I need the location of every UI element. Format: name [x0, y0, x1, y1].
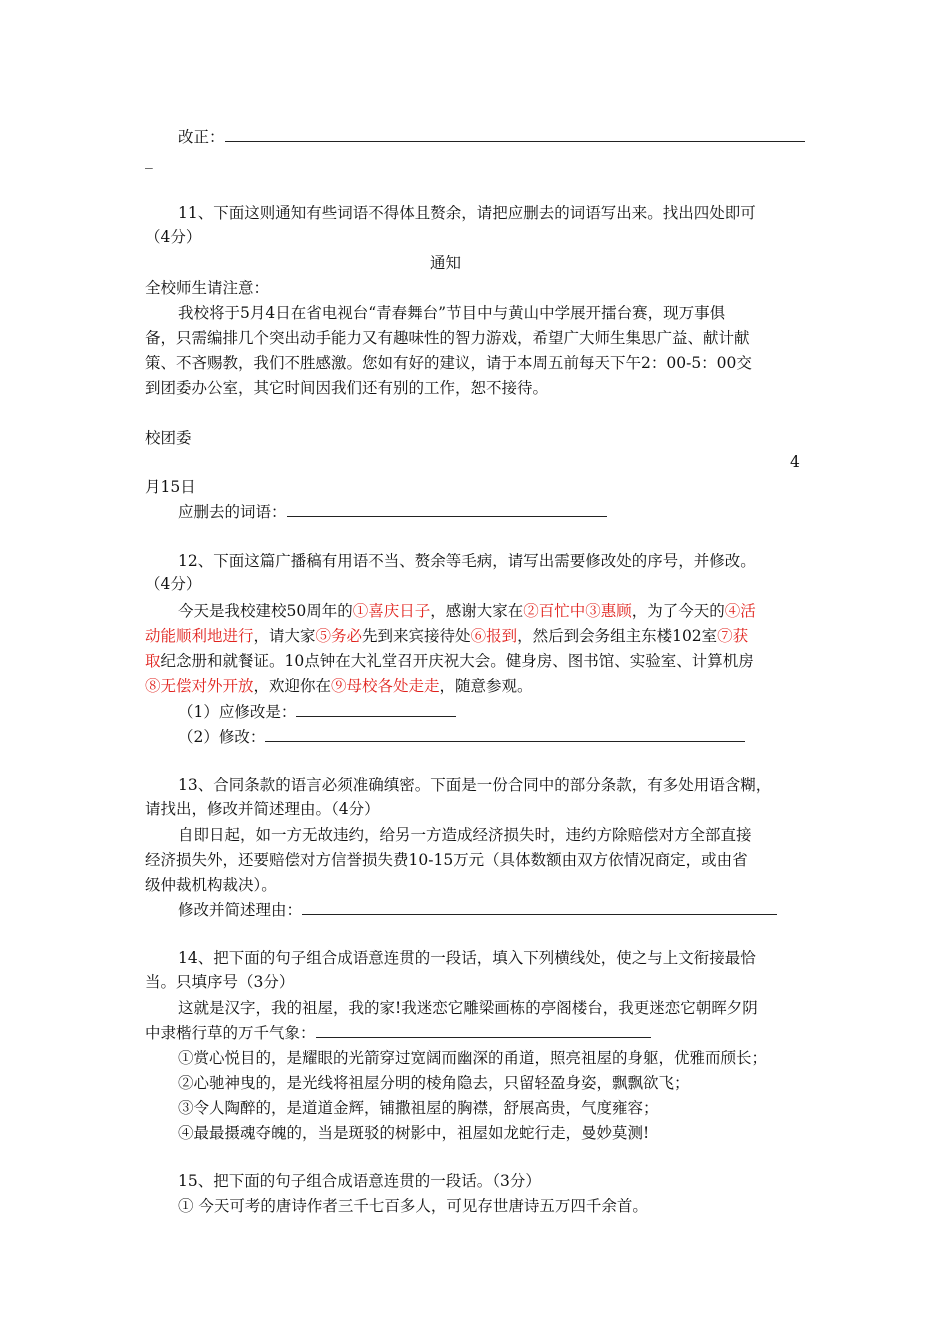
notice-body-line: 我校将于5月4日在省电视台“青春舞台”节目中与黄山中学展开擂台赛，现万事俱 — [178, 304, 726, 322]
q11-prompt-line1: 11、下面这则通知有些词语不得体且赘余，请把应删去的词语写出来。找出四处即可 — [178, 204, 756, 222]
notice-signer: 校团委 — [145, 429, 192, 447]
marked-phrase: ①喜庆日子 — [352, 602, 431, 620]
q14-option: ②心驰神曳的，是光线将祖屋分明的棱角隐去，只留轻盈身姿，飘飘欲飞； — [178, 1074, 690, 1092]
q14-option: ④最最摄魂夺魄的，当是斑驳的树影中，祖屋如龙蛇行走，曼妙莫测! — [178, 1124, 650, 1142]
q11-answer-blank[interactable] — [287, 502, 607, 517]
q12-prompt-line1: 12、下面这篇广播稿有用语不当、赘余等毛病，请写出需要修改处的序号，并修改。 — [178, 552, 756, 570]
marked-phrase: 动能顺利地进行 — [145, 627, 254, 645]
q14-passage-line2 — [145, 1023, 651, 1043]
q12-answer1-line — [178, 702, 456, 722]
q13-answer-label: 修改并简述理由： — [178, 901, 303, 919]
q14-option: ①赏心悦目的，是耀眼的光箭穿过宽阔而幽深的甬道，照亮祖屋的身躯，优雅而颀长； — [178, 1049, 768, 1067]
notice-salutation: 全校师生请注意： — [145, 279, 270, 297]
notice-date-month: 4 — [790, 453, 800, 471]
marked-phrase: ⑤务必 — [315, 627, 363, 645]
broadcast-line1 — [178, 601, 756, 621]
marked-phrase: ②百忙中③惠顾 — [523, 602, 632, 620]
notice-body-line: 备，只需编排几个突出动手能力又有趣味性的智力游戏，希望广大师生集思广益、献计献 — [145, 329, 750, 347]
broadcast-line2 — [145, 626, 748, 646]
correction-line — [178, 127, 805, 147]
q14-passage-line1: 这就是汉字，我的祖屋，我的家!我迷恋它雕梁画栋的亭阁楼台，我更迷恋它朝晖夕阴 — [178, 999, 758, 1017]
correction-blank[interactable] — [225, 127, 805, 142]
marked-phrase: 取 — [145, 652, 161, 670]
broadcast-line3 — [145, 651, 754, 671]
broadcast-text: 纪念册和就餐证。10点钟在大礼堂召开庆祝大会。健身房、图书馆、实验室、计算机房 — [160, 652, 754, 670]
q13-answer-blank[interactable] — [302, 900, 777, 915]
broadcast-text: ，然后到会务组主东楼102室 — [517, 627, 718, 645]
broadcast-text: 先到来宾接待处 — [362, 627, 471, 645]
q12-answer2-line — [178, 727, 745, 747]
q14-prompt-line2: 当。只填序号（3分） — [145, 973, 295, 991]
q14-prompt-line1: 14、把下面的句子组合成语意连贯的一段话，填入下列横线处，使之与上文衔接最恰 — [178, 949, 756, 967]
q14-passage-text: 中隶楷行草的万千气象： — [145, 1024, 316, 1042]
marked-phrase: ④活 — [724, 602, 756, 620]
q13-answer-line — [178, 900, 777, 920]
q12-answer1-blank[interactable] — [296, 702, 456, 717]
q11-answer-label: 应删去的词语： — [178, 503, 287, 521]
q12-prompt-line2: （4分） — [145, 575, 202, 593]
broadcast-line4 — [145, 676, 533, 696]
marked-phrase: ⑥报到 — [470, 627, 518, 645]
q13-prompt-line2: 请找出，修改并简述理由。（4分） — [145, 800, 380, 818]
marked-phrase: ⑨母校各处走走 — [331, 677, 440, 695]
marked-phrase: ⑦获 — [717, 627, 749, 645]
q12-answer1-label: （1）应修改是： — [178, 703, 297, 721]
broadcast-text: ，请大家 — [253, 627, 316, 645]
stray-underscore: _ — [145, 151, 153, 169]
q12-answer2-label: （2）修改： — [178, 728, 266, 746]
notice-date-day: 月15日 — [145, 478, 196, 496]
correction-label: 改正： — [178, 128, 225, 146]
q14-option: ③令人陶醉的，是道道金辉，铺撒祖屋的胸襟，舒展高贵，气度雍容； — [178, 1099, 659, 1117]
contract-line: 经济损失外，还要赔偿对方信誉损失费10-15万元（具体数额由双方依情况商定，或由省 — [145, 851, 748, 869]
broadcast-text: ，欢迎你在 — [253, 677, 332, 695]
q13-prompt-line1: 13、合同条款的语言必须准确缜密。下面是一份合同中的部分条款，有多处用语含糊， — [178, 776, 772, 794]
notice-body-line: 到团委办公室，其它时间因我们还有别的工作，恕不接待。 — [145, 379, 549, 397]
contract-line: 自即日起，如一方无故违约，给另一方造成经济损失时，违约方除赔偿对方全部直接 — [178, 826, 752, 844]
contract-line: 级仲裁机构裁决）。 — [145, 876, 277, 894]
marked-phrase: ⑧无偿对外开放 — [145, 677, 254, 695]
q11-prompt-line2: （4分） — [145, 228, 202, 246]
q15-item: ① 今天可考的唐诗作者三千七百多人，可见存世唐诗五万四千余首。 — [178, 1197, 648, 1215]
notice-body-line: 策、不吝赐教，我们不胜感激。您如有好的建议，请于本周五前每天下午2：00-5：00交 — [145, 354, 752, 372]
broadcast-text: ，为了今天的 — [631, 602, 725, 620]
q14-answer-blank[interactable] — [316, 1023, 651, 1038]
q12-answer2-blank[interactable] — [265, 727, 745, 742]
q15-prompt: 15、把下面的句子组合成语意连贯的一段话。（3分） — [178, 1172, 541, 1190]
q11-answer-line — [178, 502, 607, 522]
broadcast-text: ，随意参观。 — [439, 677, 533, 695]
broadcast-text: 今天是我校建校50周年的 — [178, 602, 353, 620]
broadcast-text: ，感谢大家在 — [430, 602, 524, 620]
notice-title: 通知 — [430, 254, 462, 272]
